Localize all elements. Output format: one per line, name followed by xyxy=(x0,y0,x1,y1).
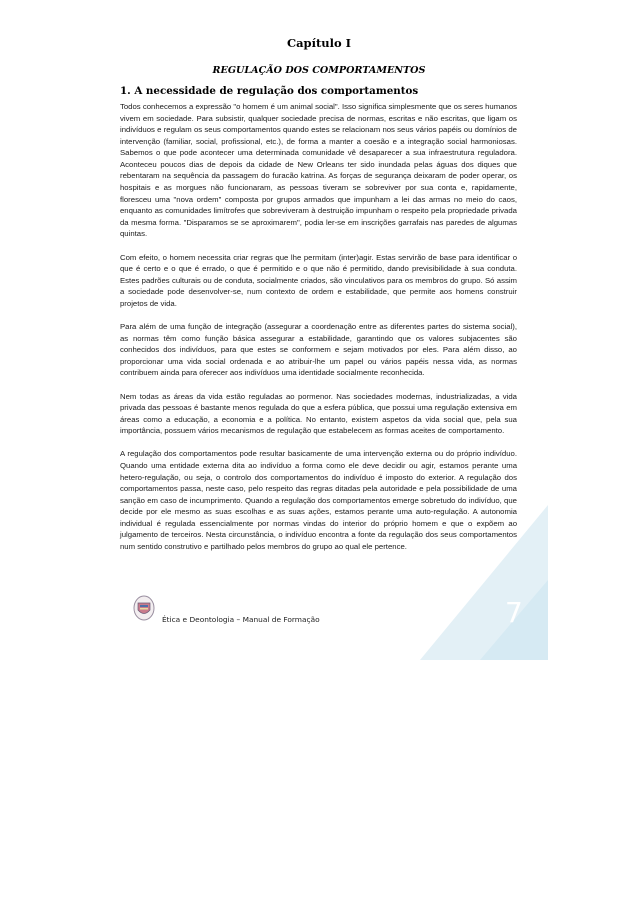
page-number: 7 xyxy=(505,596,523,629)
section-title: REGULAÇÃO DOS COMPORTAMENTOS xyxy=(212,65,426,76)
institution-crest-icon xyxy=(133,595,155,621)
paragraph: Com efeito, o homem necessita criar regras que lhe permitam (inter)agir. Estas servirão de base para identificar o que é certo e o que é errado, o que é permitido e o que não é permitido, dando previsibilidade à sua conduta. Estes padrões culturais ou de conduta, socialmente criados, são vinculativos para os membros do grupo. Só assim a sociedade pode desenvolver-se, num contexto de ordem e estabilidade, que permite aos homens construir projetos de vida. xyxy=(120,252,517,308)
paragraph: Todos conhecemos a expressão "o homem é um animal social". Isso significa simplesmente que os seres humanos vivem em sociedade. Para subsistir, qualquer sociedade precisa de normas, escritas e não escritas, que ligam os indivíduos e regulam os seus comportamentos quando estes se relacionam nos seus vários papéis ou domínios de intervenção (familiar, social, profissional, etc.), de forma a manter a coesão e a integração social harmoniosas. Sabemos o que pode acontecer uma determinada comunidade vê desaparecer a sua infraestrutura reguladora. Aconteceu poucos dias de depois da cidade de New Orleans ter sido inundada pelas águas dos diques que rebentaram na sequência da passagem do furacão katrina. As forças de segurança deixaram de poder operar, os hospitais e as morgues não funcionaram, as pessoas tiveram se sobreviver por sua conta e, rapidamente, floresceu uma "nova ordem" composta por grupos armados que impunham a lei das armas no meio do caos, enquanto as comunidades limítrofes que sobreviveram à destruição impunham o respeito pela propriedade privada da mesma forma. "Disparamos se se aproximarem", podia ler-se em inscrições garrafais nas paredes de algumas quintas. xyxy=(120,102,517,239)
section-heading: 1. A necessidade de regulação dos comportamentos xyxy=(120,85,419,97)
body-text xyxy=(120,101,517,564)
paragraph: Nem todas as áreas da vida estão reguladas ao pormenor. Nas sociedades modernas, industrializadas, a vida privada das pessoas é bastante menos regulada do que a esfera pública, que possui uma regulação extensiva em áreas como a educação, a economia e a política. No entanto, existem aspetos da vida social que, pela sua importância, possuem vários mecanismos de regulação que estabelecem as formas aceites de comportamento. xyxy=(120,391,517,436)
paragraph: A regulação dos comportamentos pode resultar basicamente de uma intervenção externa ou do próprio indivíduo. Quando uma entidade externa dita ao indivíduo a forma como ele deve decidir ou agir, estamos perante uma hetero-regulação, ou seja, o controlo dos comportamentos do indivíduo é imposto do exterior. A regulação dos comportamentos passa, neste caso, pelo respeito das regras ditadas pela autoridade e pela possibilidade de uma sanção em caso de incumprimento. Quando a regulação dos comportamentos emerge sobretudo do indivíduo, que decide por ele mesmo as suas escolhas e as suas ações, estamos perante uma auto-regulação. A autonomia individual é regulada essencialmente por normas vindas do interior do próprio homem e que o expõem ao julgamento de terceiros. Nesta circunstância, o indivíduo encontra a fonte da regulação dos seus comportamentos num sentido construtivo e partilhado pelos membros do grupo ao qual ele pertence. xyxy=(120,449,517,552)
chapter-title: Capítulo I xyxy=(286,36,352,50)
paragraph: Para além de uma função de integração (assegurar a coordenação entre as diferentes partes do sistema social), as normas têm como função básica assegurar a estabilidade, garantindo que os valores subjacentes são conhecidos dos indivíduos, para que estes se conformem e sejam motivados por eles. Para além disso, ao proporcionar uma vida social ordenada e ao atribuir-lhe um papel ou vários papéis nessa vida, as normas contribuem ainda para oferecer aos indivíduos uma identidade socialmente reconhecida. xyxy=(120,322,517,378)
footer-text: Ética e Deontologia – Manual de Formação xyxy=(162,615,320,624)
